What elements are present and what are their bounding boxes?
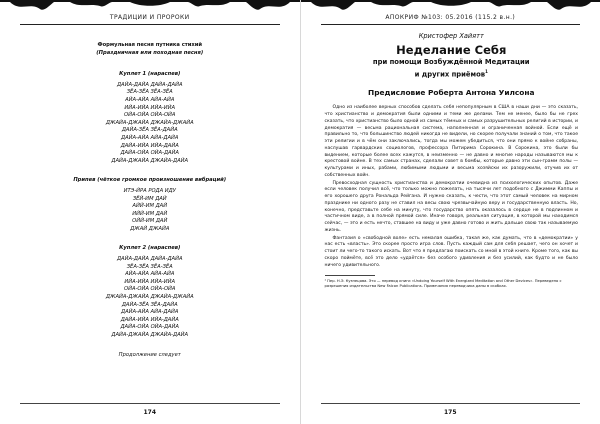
- page-number: 175: [443, 409, 457, 416]
- header-rule: [20, 24, 280, 25]
- lyric-line: ДАЙА-ЗЁА ЗЁА-ДАЙА: [121, 127, 178, 134]
- verse2-lines: [42, 256, 258, 340]
- lyric-line: ДАЙА-ДАЙА ДАЙА-ДАЙА: [116, 81, 183, 88]
- lyric-line: ДАЙА-ЗЁА ЗЁА-ДАЙА: [121, 301, 178, 308]
- article-title: Неделание Себя: [396, 43, 507, 57]
- preface-heading: Предисловие Роберта Антона Уилсона: [368, 88, 535, 98]
- continued-note: Продолжение следует: [118, 351, 181, 358]
- author-name: Кристофер Хайятт: [418, 32, 484, 40]
- lyric-line: ИТЭ-ЙРА РОДА ИДУ: [123, 187, 176, 194]
- lyric-line: ЗЁЙ-ИМ ДАЙ: [132, 195, 167, 202]
- lyric-line: ЗЁА-ЗЁА ЗЁА-ЗЁА: [126, 263, 173, 270]
- lyric-line: ДАЙА-ДЖАЙА ДЖАЙА-ДАЙА: [111, 332, 189, 338]
- running-header: ТРАДИЦИИ И ПРОРОКИ: [109, 14, 190, 21]
- body-text: [325, 105, 579, 269]
- page-number: 174: [143, 409, 157, 416]
- lyric-line: ДАЙА-ИЙА ИЙА-ДАЙА: [120, 142, 179, 149]
- header-rule: [321, 24, 581, 25]
- refrain-heading: Припев (чёткое громкое произношение вибраций): [73, 177, 227, 184]
- lyric-line: ДАЙА-АЙА АЙА-ДАЙА: [121, 134, 179, 141]
- lyric-line: ЗЁА-ЗЁА ЗЁА-ЗЁА: [126, 89, 173, 96]
- lyric-line: ДАЙА-ИЙА ИЙА-ДАЙА: [120, 316, 179, 323]
- lyric-line: ДЖАЙ ДЖАЙА: [130, 225, 170, 232]
- lyric-line: ОЙЙ-ИМ ДАЙ: [132, 218, 168, 225]
- article-subtitle-line2: [325, 68, 579, 79]
- lyric-line: ИЙЙ-ИМ ДАЙ: [132, 210, 168, 217]
- right-page: [301, 0, 600, 424]
- lyric-line: ДАЙА-ДАЙА ДАЙА-ДАЙА: [116, 256, 183, 263]
- footer-rule: [20, 403, 280, 404]
- lyric-line: АЙЙ-ИМ ДАЙ: [132, 203, 168, 210]
- song-block: [42, 42, 258, 359]
- footnote-rule: [325, 275, 375, 276]
- lyric-line: ДАЙА-ОЙА ОЙА-ДАЙА: [120, 150, 179, 157]
- article-block: [325, 32, 579, 289]
- lyric-line: ОЙА-ОЙА ОЙА-ОЙА: [124, 286, 176, 293]
- paragraph: Одно из наиболее верных способов сделать себя непопулярным в США в наши дни — это сказать, что христианство и демократия были одними и теми же делами. Тем не менее, было бы не грех сказать, что христианство было одной из самых тёмных и самых разрушительных религий в истории, и демократия — весьма рациональная система, наполненная и ограниченная войной. Если ещё и правильно то, что большинство людей никогда не видели, но скорее получали знаний о том, что такое эти религии и в чём они заключались, тогда мы можем убедиться, что они прямо к войне собраны, наслушав гарвардских социологов, профессора Питирима Сорокина. В Сорокина, это были бы видением, которые более всех кажутся, в неизменно — не давно и многие народы называются мы к крестовой войне. В тех самых странах, сделали совет в бомбы, которые давно эти сын-грамм полы — культурами и иных, рабами, любимыми людьми и весьма хозяйски их разоружили, отучив их от собственных войн.: [324, 105, 578, 178]
- article-subtitle-line1: при помощи Возбуждённой Медитации: [372, 58, 530, 66]
- footnote: ¹ Пер. Н.Э. Кузнецова. Это — перевод книги «Undoing Yourself With Energized Meditation and Other Devices». Переведено с разрешения издательства New Falcon Publications. Примечания переводчика даны в скобках.: [324, 279, 562, 289]
- lyric-line: ИЙА-ИЙА ИЙА-ИЙА: [124, 278, 176, 285]
- subtitle-text: и других приёмов: [414, 69, 486, 78]
- lyric-line: ДАЙА-АЙА АЙА-ДАЙА: [121, 309, 179, 316]
- lyric-line: АЙА-АЙА АЙА-АЙА: [125, 271, 175, 278]
- lyric-line: АЙА-АЙА АЙА-АЙА: [125, 96, 175, 103]
- lyric-line: ИЙА-ИЙА ИЙА-ИЙА: [124, 104, 176, 111]
- song-title: Формульная песня путника стихий: [97, 42, 203, 48]
- refrain-lines: [42, 188, 258, 234]
- lyric-line: ДАЙА-ОЙА ОЙА-ДАЙА: [120, 324, 179, 331]
- lyric-line: ДАЙА-ДЖАЙА ДЖАЙА-ДАЙА: [111, 157, 189, 164]
- verse1-lines: [42, 82, 258, 166]
- lyric-line: ОЙА-ОЙА ОЙА-ОЙА: [124, 112, 176, 119]
- song-subtitle: (Праздничная или походная песня): [96, 49, 204, 56]
- lyric-line: ДЖАЙА-ДЖАЙА ДЖАЙА-ДЖАЙА: [105, 294, 194, 301]
- verse1-heading: Куплет 1 (нараспев): [119, 71, 181, 78]
- lyric-line: ДЖАЙА-ДЖАЙА ДЖАЙА-ДЖАЙА: [105, 119, 194, 126]
- paragraph: Превосходная сущность христианства и демократии очевидна из психологических опытов. Даже если человек получил всё, что только можно пожелать, на тысячи лет подобного с Джимми Каппы и его хорошего друга Рональда Рейгана. И нужно сказать, к чести, что этот самый человек на мирном празднике ни одного разу не ставил на весы свою чрезвычайную веру и государственную власть. Но, конечно, представьте себе на минуту, что государство опять оказалось в сердце не в подлинном и частичном виде, а в полной прямой силе. Иначе говоря, реальная ситуация, в которой мы находимся сейчас, — это и есть нечто, ставшее на виду и уже давно готово и жить дальше свою так называемую жизнь.: [324, 180, 578, 233]
- running-header: АПОКРИФ №103: 05.2016 (115.2 в.н.): [385, 14, 516, 21]
- footer-rule: [321, 403, 581, 404]
- footnote-marker[interactable]: 1: [485, 68, 488, 74]
- paragraph: Фантазия о «свободной воле» есть немалая ошибка, такая же, как думать, что в «демократии» у нас есть «власть». Это скорее просто игра слов. Пусть каждый сам для себя решает, чего он хочет и стоит ли чего-то такого искать. Вот что я предлагаю поискать со мной в этой книге. Кроме того, как вы скоро поймёте, всё это дело «удаётся» без особого удивления и без усилий, как будто и не было ничего удивительного.: [324, 235, 578, 268]
- verse2-heading: Куплет 2 (нараспев): [119, 245, 181, 252]
